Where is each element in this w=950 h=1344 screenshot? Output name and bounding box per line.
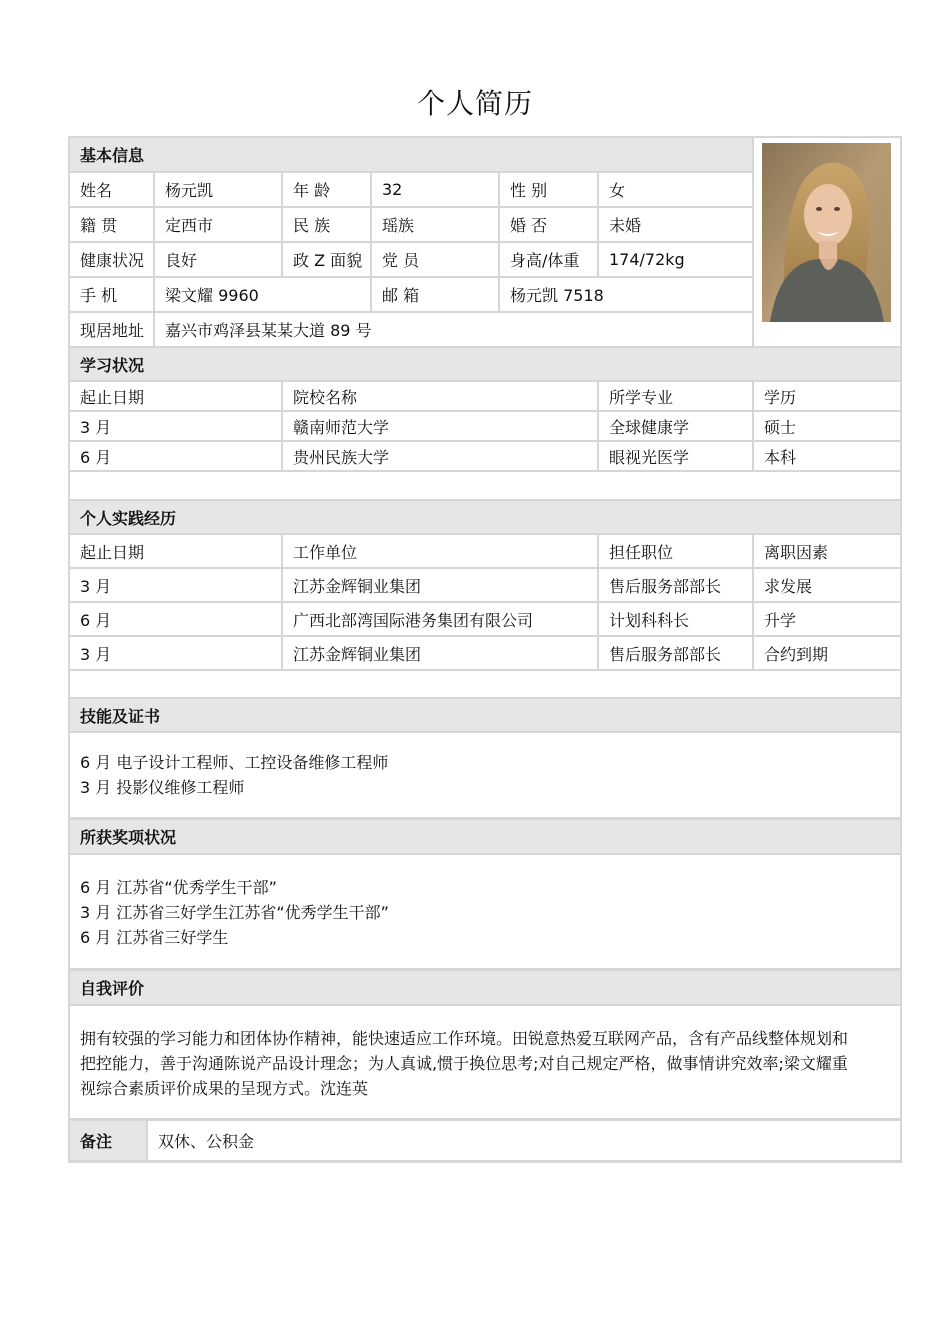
ethnicity-label: 民 族 [283, 208, 370, 241]
self-eval-header: 自我评价 [70, 971, 900, 1004]
height-label: 身高/体重 [500, 243, 597, 276]
gender-label: 性 别 [500, 173, 597, 206]
education-cell: 贵州民族大学 [283, 442, 597, 470]
resume-table [68, 136, 902, 1163]
phone-value: 梁文耀 9960 [155, 278, 370, 311]
health-value: 良好 [155, 243, 281, 276]
experience-col-position: 担任职位 [599, 535, 752, 567]
profile-photo [762, 143, 891, 322]
education-cell: 赣南师范大学 [283, 412, 597, 440]
awards-list [70, 855, 900, 968]
education-cell: 硕士 [754, 412, 900, 440]
address-label: 现居地址 [70, 313, 153, 346]
experience-cell: 售后服务部部长 [599, 569, 752, 601]
experience-cell: 广西北部湾国际港务集团有限公司 [283, 603, 597, 635]
education-cell: 本科 [754, 442, 900, 470]
skills-line: 6 月 电子设计工程师、工控设备维修工程师 [80, 753, 389, 772]
height-value: 174/72kg [599, 243, 752, 276]
awards-header: 所获奖项状况 [70, 820, 900, 853]
self-eval-line: 把控能力，善于沟通陈说产品设计理念；为人真诚,惯于换位思考;对自己规定严格，做事情讲究效率;梁文耀重 [80, 1054, 848, 1073]
experience-header: 个人实践经历 [70, 501, 900, 533]
phone-label: 手 机 [70, 278, 153, 311]
political-label: 政 Z 面貌 [283, 243, 370, 276]
name-label: 姓名 [70, 173, 153, 206]
self-eval-text [70, 1006, 900, 1118]
experience-cell: 升学 [754, 603, 900, 635]
gender-value: 女 [599, 173, 752, 206]
experience-cell: 6 月 [70, 603, 281, 635]
experience-cell: 合约到期 [754, 637, 900, 669]
experience-cell: 3 月 [70, 569, 281, 601]
age-label: 年 龄 [283, 173, 370, 206]
education-cell: 眼视光医学 [599, 442, 752, 470]
education-spacer-row [70, 472, 900, 499]
experience-cell: 售后服务部部长 [599, 637, 752, 669]
basic-info-header: 基本信息 [70, 138, 752, 171]
skills-header: 技能及证书 [70, 699, 900, 731]
awards-line: 6 月 江苏省“优秀学生干部” [80, 878, 277, 897]
awards-line: 6 月 江苏省三好学生 [80, 928, 229, 947]
marital-label: 婚 否 [500, 208, 597, 241]
skills-line: 3 月 投影仪维修工程师 [80, 778, 245, 797]
education-col-school: 院校名称 [283, 382, 597, 410]
experience-cell: 江苏金辉铜业集团 [283, 637, 597, 669]
education-col-major: 所学专业 [599, 382, 752, 410]
education-col-dates: 起止日期 [70, 382, 281, 410]
experience-col-reason: 离职因素 [754, 535, 900, 567]
experience-cell: 3 月 [70, 637, 281, 669]
experience-cell: 计划科科长 [599, 603, 752, 635]
notes-label: 备注 [70, 1121, 146, 1160]
marital-value: 未婚 [599, 208, 752, 241]
ethnicity-value: 瑶族 [372, 208, 498, 241]
age-value: 32 [372, 173, 498, 206]
experience-cell: 江苏金辉铜业集团 [283, 569, 597, 601]
address-value: 嘉兴市鸡泽县某某大道 89 号 [155, 313, 752, 346]
experience-cell: 求发展 [754, 569, 900, 601]
name-value: 杨元凯 [155, 173, 281, 206]
experience-spacer-row [70, 671, 900, 697]
political-value: 党 员 [372, 243, 498, 276]
origin-label: 籍 贯 [70, 208, 153, 241]
email-value: 杨元凯 7518 [500, 278, 752, 311]
education-col-degree: 学历 [754, 382, 900, 410]
page-title: 个人简历 [416, 87, 533, 120]
health-label: 健康状况 [70, 243, 153, 276]
education-header: 学习状况 [70, 348, 900, 380]
education-cell: 6 月 [70, 442, 281, 470]
notes-value: 双休、公积金 [148, 1121, 900, 1160]
skills-list [70, 733, 900, 817]
origin-value: 定西市 [155, 208, 281, 241]
self-eval-line: 视综合素质评价成果的呈现方式。沈连英 [80, 1079, 369, 1098]
education-cell: 3 月 [70, 412, 281, 440]
experience-col-dates: 起止日期 [70, 535, 281, 567]
awards-line: 3 月 江苏省三好学生江苏省“优秀学生干部” [80, 903, 389, 922]
email-label: 邮 箱 [372, 278, 498, 311]
experience-col-company: 工作单位 [283, 535, 597, 567]
education-cell: 全球健康学 [599, 412, 752, 440]
self-eval-line: 拥有较强的学习能力和团体协作精神，能快速适应工作环境。田锐意热爱互联网产品，含有产品线整体规划和 [80, 1029, 849, 1048]
